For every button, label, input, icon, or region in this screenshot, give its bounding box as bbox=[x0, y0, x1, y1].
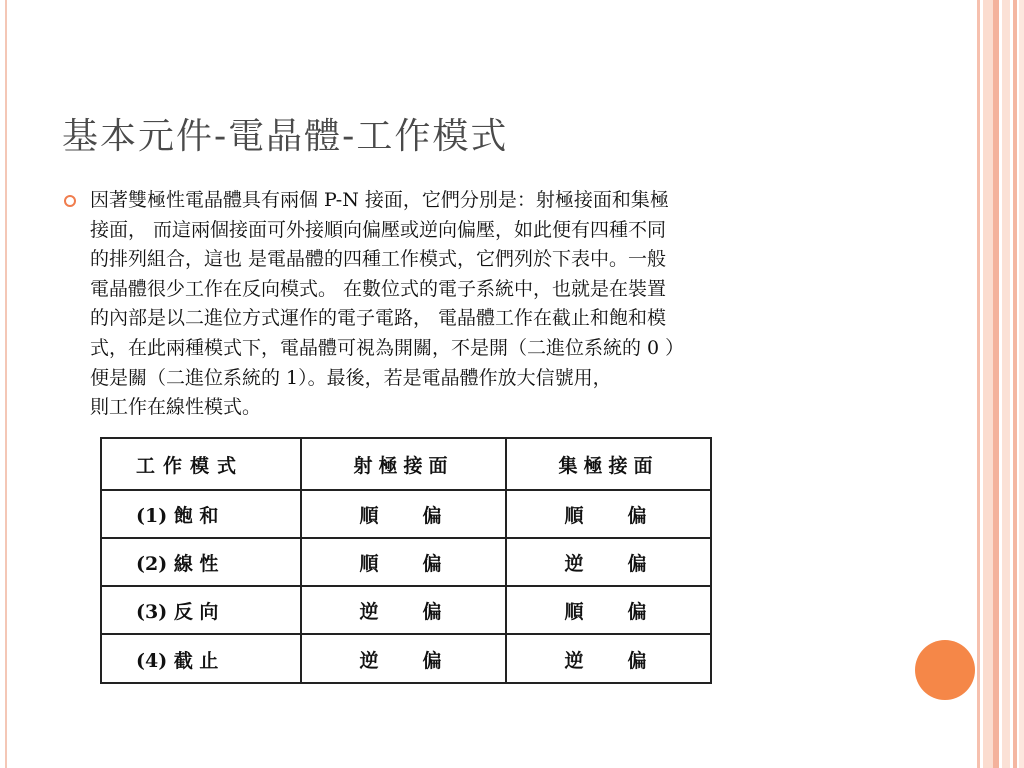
collector-bias-cell bbox=[507, 635, 710, 683]
mode-cell: (3) 反 向 bbox=[102, 587, 302, 633]
mode-cell: (2) 線 性 bbox=[102, 539, 302, 585]
collector-bias-cell bbox=[507, 539, 710, 585]
table-header-row bbox=[102, 439, 710, 491]
emitter-bias-cell bbox=[302, 539, 507, 585]
bias-word: 偏 bbox=[627, 504, 653, 527]
collector-bias-cell bbox=[507, 491, 710, 537]
bullet-item bbox=[62, 186, 882, 423]
paragraph-line: 因著雙極性電晶體具有兩個 P-N 接面，它們分別是：射極接面和集極 bbox=[90, 189, 669, 211]
table-row bbox=[102, 635, 710, 683]
bias-direction: 逆 bbox=[359, 649, 385, 672]
bias-word: 偏 bbox=[422, 504, 448, 527]
header-collector: 集極接面 bbox=[558, 454, 659, 477]
bias-direction: 逆 bbox=[564, 552, 590, 575]
header-mode: 工作模式 bbox=[102, 439, 302, 489]
mode-cell: (4) 截 止 bbox=[102, 635, 302, 683]
table-row bbox=[102, 491, 710, 539]
emitter-bias-cell bbox=[302, 491, 507, 537]
bias-direction: 逆 bbox=[564, 649, 590, 672]
header-emitter: 射極接面 bbox=[302, 439, 507, 489]
paragraph-line: 的排列組合，這也 是電晶體的四種工作模式，它們列於下表中。一般 bbox=[90, 248, 667, 271]
bias-word: 偏 bbox=[422, 649, 448, 672]
right-decor-stripe bbox=[1019, 0, 1024, 768]
paragraph-line: 接面， 而這兩個接面可外接順向偏壓或逆向偏壓，如此便有四種不同 bbox=[90, 218, 667, 241]
right-decor-stripe bbox=[1013, 0, 1017, 768]
bias-direction: 逆 bbox=[359, 600, 385, 623]
bullet-circle-icon bbox=[64, 195, 76, 207]
emitter-bias-cell bbox=[302, 587, 507, 633]
bias-word: 偏 bbox=[627, 600, 653, 623]
bias-word: 偏 bbox=[422, 600, 448, 623]
bias-mode-table bbox=[100, 437, 712, 684]
paragraph-line: 則工作在線性模式。 bbox=[90, 396, 262, 419]
paragraph-line: 式，在此兩種模式下，電晶體可視為開關，不是開（二進位系統的 0 ） bbox=[90, 336, 685, 359]
bias-direction: 順 bbox=[564, 504, 590, 527]
table-row bbox=[102, 539, 710, 587]
paragraph-line: 的內部是以二進位方式運作的電子電路， 電晶體工作在截止和飽和模 bbox=[90, 307, 667, 330]
table-row bbox=[102, 587, 710, 635]
bullet-paragraph bbox=[90, 186, 882, 423]
right-decor-stripe bbox=[993, 0, 999, 768]
decorative-orange-circle bbox=[915, 640, 975, 700]
paragraph-line: 便是關（二進位系統的 1）。最後，若是電晶體作放大信號用， bbox=[90, 366, 612, 389]
bias-word: 偏 bbox=[627, 552, 653, 575]
mode-cell: (1) 飽 和 bbox=[102, 491, 302, 537]
bias-word: 偏 bbox=[422, 552, 448, 575]
bias-direction: 順 bbox=[564, 600, 590, 623]
right-decor-stripe bbox=[977, 0, 980, 768]
emitter-bias-cell bbox=[302, 635, 507, 683]
paragraph-line: 電晶體很少工作在反向模式。 在數位式的電子系統中，也就是在裝置 bbox=[90, 277, 667, 300]
right-decor-stripe bbox=[1002, 0, 1010, 768]
collector-bias-cell bbox=[507, 587, 710, 633]
right-decor-stripe bbox=[983, 0, 993, 768]
bias-direction: 順 bbox=[359, 504, 385, 527]
bias-word: 偏 bbox=[627, 649, 653, 672]
left-border-line bbox=[5, 0, 7, 768]
slide-title: 基本元件-電晶體-工作模式 bbox=[62, 116, 509, 157]
bias-direction: 順 bbox=[359, 552, 385, 575]
